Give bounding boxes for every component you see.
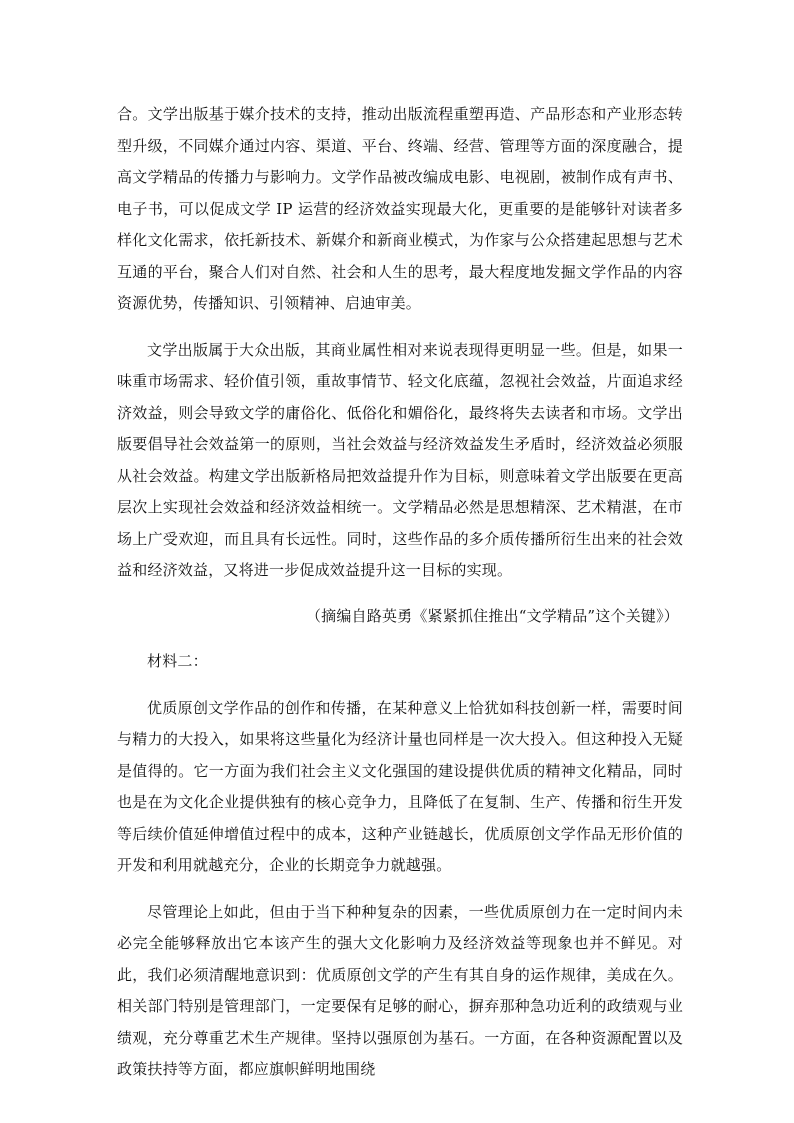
article-body bbox=[117, 99, 683, 1086]
paragraph-1: 合。文学出版基于媒介技术的支持，推动出版流程重塑再造、产品形态和产业形态转型升级，不同媒介通过内容、渠道、平台、终端、经营、管理等方面的深度融合，提高文学精品的传播力与影响力。文学作品被改编成电影、电视剧，被制作成有声书、电子书，可以促成文学 IP 运营的经济效益实现最大化，更重要的是能够针对读者多样化文化需求，依托新技术、新媒介和新商业模式，为作家与公众搭建起思想与艺术互通的平台，聚合人们对自然、社会和人生的思考，最大程度地发掘文学作品的内容资源优势，传播知识、引领精神、启迪审美。 bbox=[117, 105, 683, 312]
material-label: 材料二： bbox=[147, 652, 208, 670]
paragraph-3: 优质原创文学作品的创作和传播，在某种意义上恰犹如科技创新一样，需要时间与精力的大投入，如果将这些量化为经济计量也同样是一次大投入。但这种投入无疑是值得的。它一方面为我们社会主义文化强国的建设提供优质的精神文化精品，同时也是在为文化企业提供独有的核心竞争力，且降低了在复制、生产、传播和衍生开发等后续价值延伸增值过程中的成本，这种产业链越长，优质原创文学作品无形价值的开发和利用就越充分，企业的长期竞争力就越强。 bbox=[117, 698, 683, 874]
paragraph-2: 文学出版属于大众出版，其商业属性相对来说表现得更明显一些。但是，如果一味重市场需求、轻价值引领，重故事情节、轻文化底蕴，忽视社会效益，片面追求经济效益，则会导致文学的庸俗化、低俗化和媚俗化，最终将失去读者和市场。文学出版要倡导社会效益第一的原则，当社会效益与经济效益发生矛盾时，经济效益必须服从社会效益。构建文学出版新格局把效益提升作为目标，则意味着文学出版要在更高层次上实现社会效益和经济效益相统一。文学精品必然是思想精深、艺术精湛，在市场上广受欢迎，而且具有长远性。同时，这些作品的多介质传播所衍生出来的社会效益和经济效益，又将进一步促成效益提升这一目标的实现。 bbox=[117, 340, 683, 579]
paragraph-4: 尽管理论上如此，但由于当下种种复杂的因素，一些优质原创力在一定时间内未必完全能够释放出它本该产生的强大文化影响力及经济效益等现象也并不鲜见。对此，我们必须清醒地意识到：优质原创文学的产生有其自身的运作规律，美成在久。相关部门特别是管理部门，一定要保有足够的耐心，摒弃那种急功近利的政绩观与业绩观，充分尊重艺术生产规律。坚持以强原创为基石。一方面，在各种资源配置以及政策扶持等方面，都应旗帜鲜明地围绕 bbox=[117, 902, 683, 1078]
source-citation: （摘编自路英勇《紧紧抓住推出“文学精品”这个关键》） bbox=[305, 606, 679, 625]
